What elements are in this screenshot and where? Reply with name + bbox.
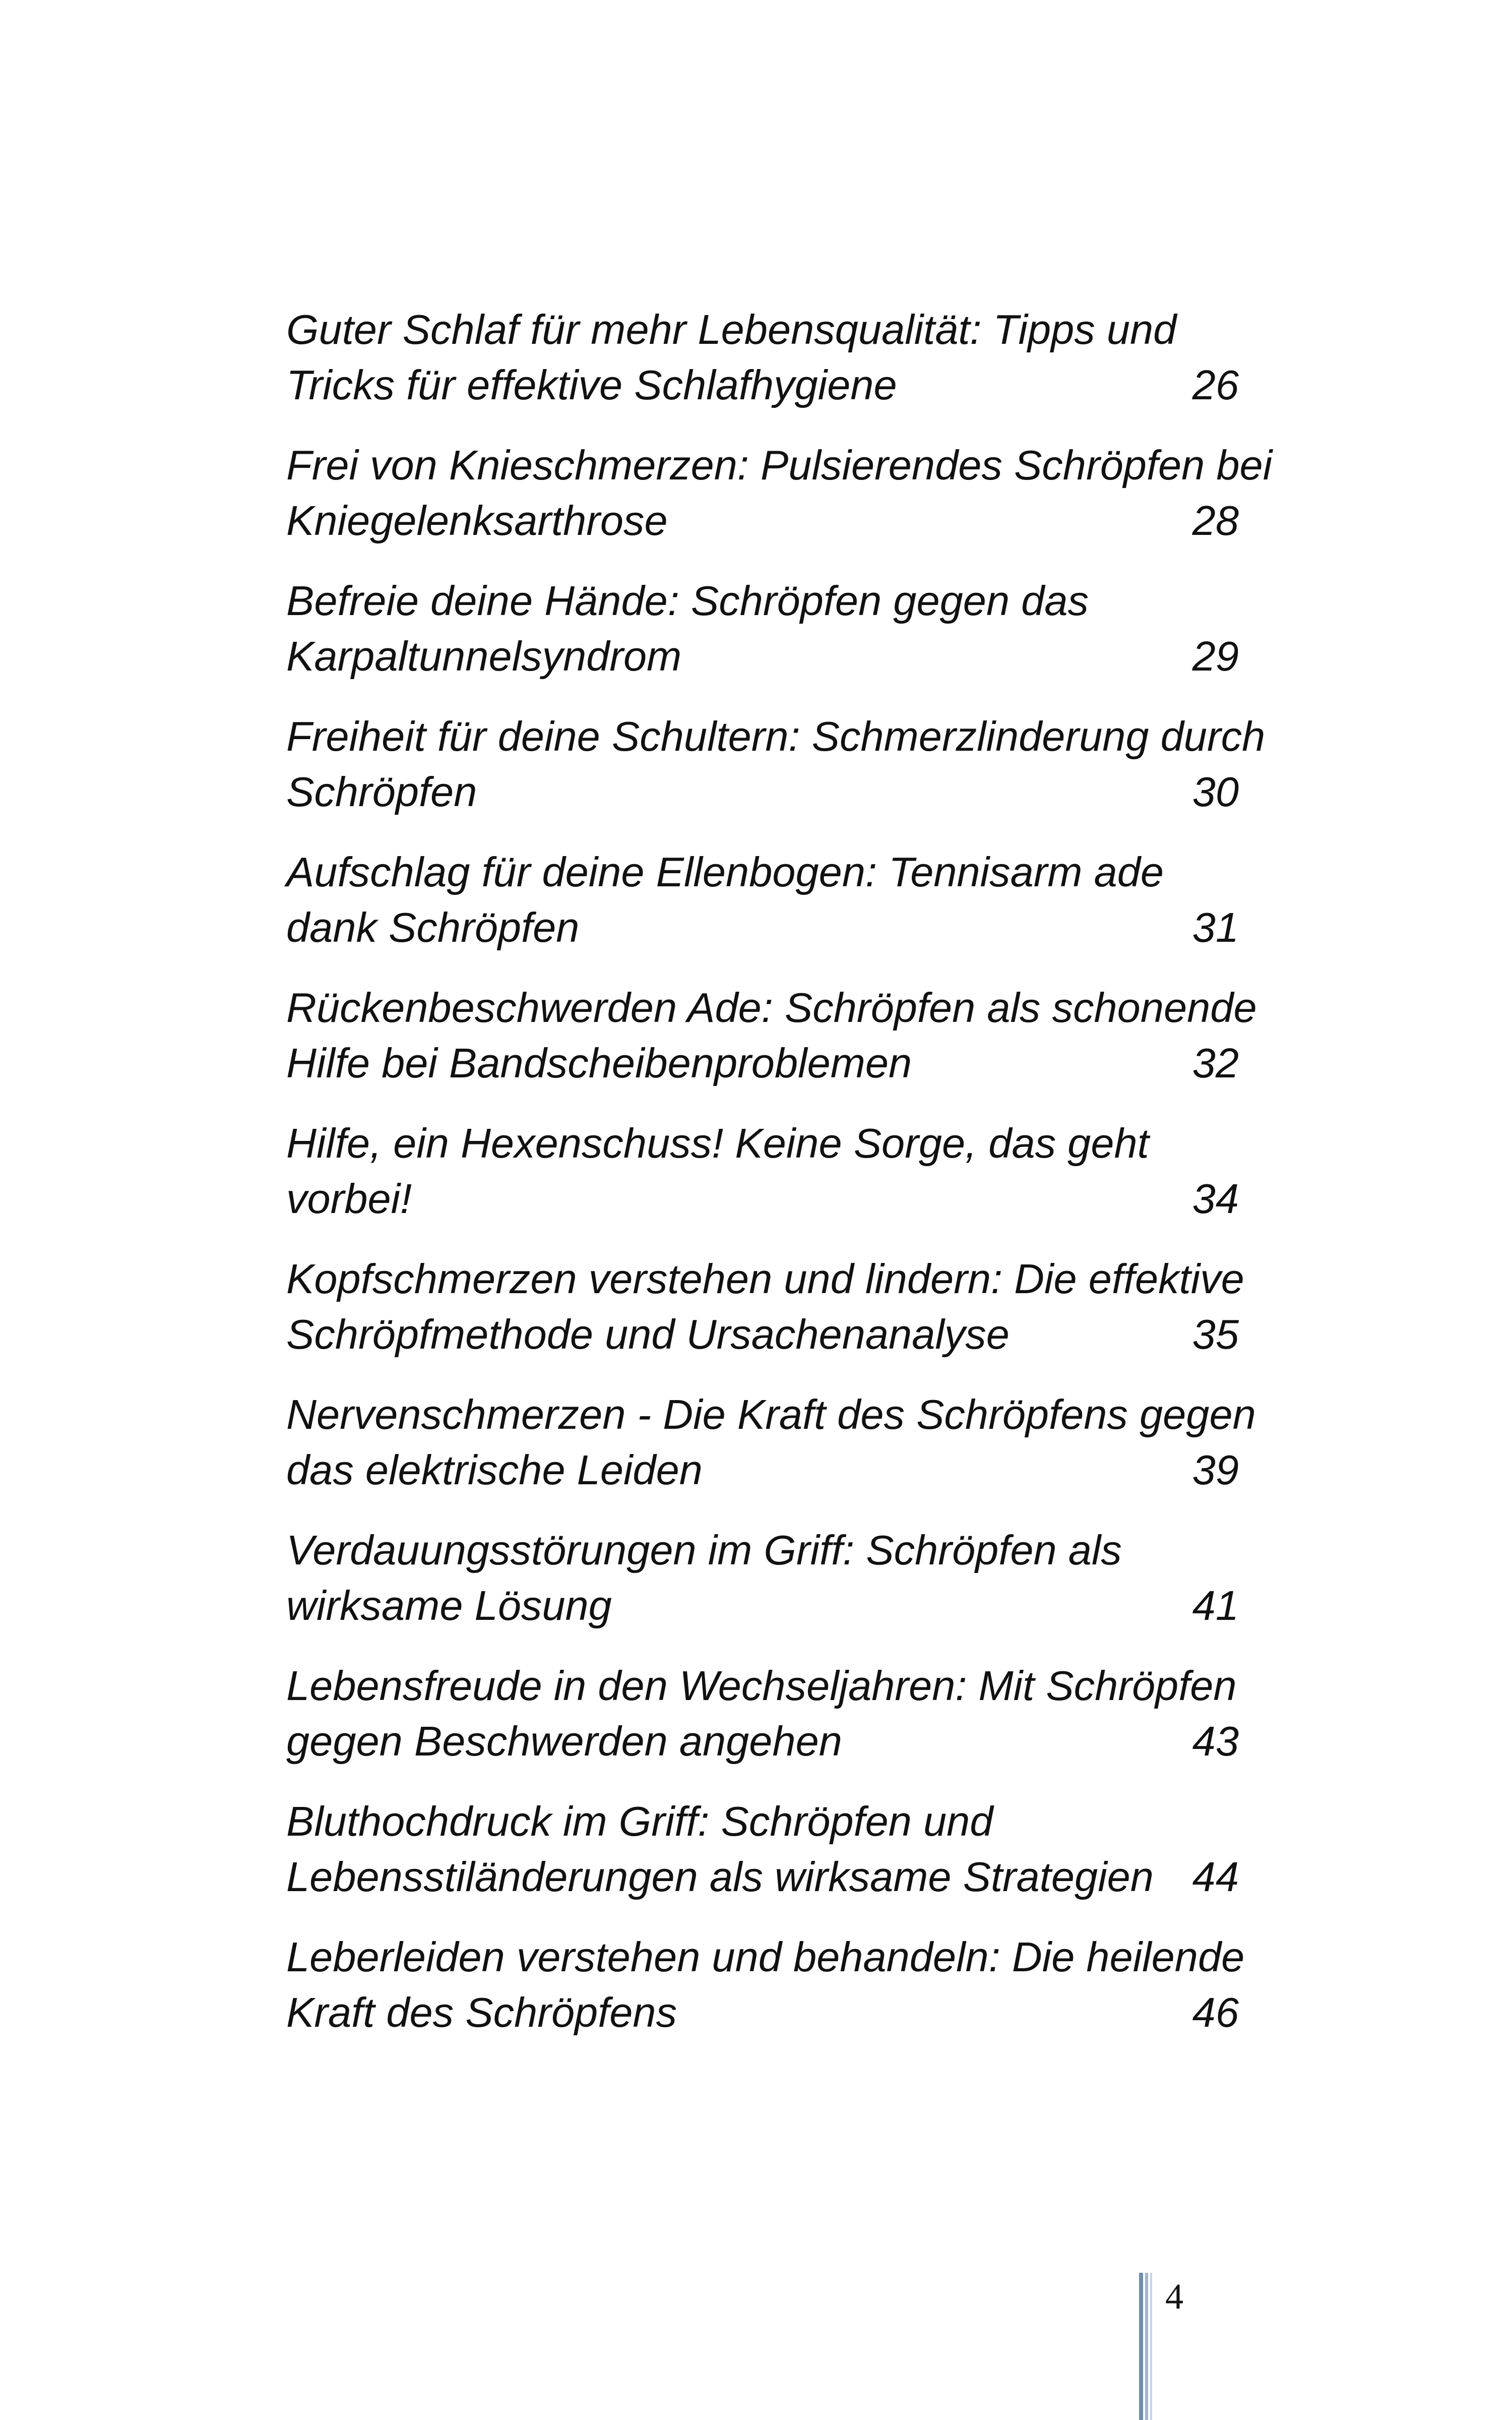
toc-entry-title-line2: Schröpfen [286, 768, 477, 815]
toc-entry-title-line2: Lebensstiländerungen als wirksame Strategien [286, 1853, 1154, 1900]
toc-entry-page-number: 35 [1192, 1311, 1239, 1358]
toc-entry-title-line2: Kraft des Schröpfens [286, 1989, 677, 2036]
toc-entry[interactable] [286, 438, 1273, 574]
toc-entry-title-line2: Kniegelenksarthrose [286, 497, 668, 544]
toc-entry-page-number: 29 [1192, 633, 1239, 680]
toc-entry[interactable] [286, 1116, 1239, 1252]
toc-entry-title-line1: Frei von Knieschmerzen: Pulsierendes Schröpfen bei [286, 442, 1273, 489]
toc-entry-title-line2: wirksame Lösung [286, 1582, 612, 1629]
toc-entry-title-line1: Lebensfreude in den Wechseljahren: Mit Schröpfen [286, 1662, 1237, 1709]
toc-entry-title-line1: Leberleiden verstehen und behandeln: Die heilende [286, 1933, 1245, 1980]
toc-entry[interactable] [286, 1523, 1239, 1659]
toc-entry-title-line1: Verdauungsstörungen im Griff: Schröpfen als [286, 1527, 1122, 1574]
toc-entry-title-line2: Tricks für effektive Schlafhygiene [286, 361, 897, 408]
toc-entry-title-line1: Befreie deine Hände: Schröpfen gegen das [286, 577, 1089, 624]
footer-accent-bar [1150, 2273, 1152, 2420]
toc-entry-title-line2: dank Schröpfen [286, 904, 580, 951]
toc-entry[interactable] [286, 981, 1257, 1116]
toc-entry[interactable] [286, 845, 1239, 981]
toc-entry-page-number: 46 [1192, 1989, 1239, 2036]
toc-entry-title-line1: Freiheit für deine Schultern: Schmerzlinderung durch [286, 713, 1266, 760]
toc-entry-title-line1: Nervenschmerzen - Die Kraft des Schröpfens gegen [286, 1391, 1256, 1438]
toc-entry[interactable] [286, 1252, 1244, 1387]
page-number: 4 [1165, 2276, 1183, 2317]
toc-entry-title-line1: Aufschlag für deine Ellenbogen: Tennisarm ade [286, 849, 1164, 895]
toc-entry-page-number: 41 [1192, 1582, 1239, 1629]
toc-entry-title-line1: Hilfe, ein Hexenschuss! Keine Sorge, das geht [286, 1120, 1149, 1167]
toc-entry-page-number: 44 [1192, 1853, 1239, 1900]
table-of-contents [286, 302, 1273, 2066]
toc-entry[interactable] [286, 1659, 1239, 1794]
footer-accent-bar [1139, 2273, 1143, 2420]
toc-entry[interactable] [286, 574, 1239, 709]
toc-entry-title-line2: Karpaltunnelsyndrom [286, 633, 682, 680]
toc-entry-title-line1: Kopfschmerzen verstehen und lindern: Die effektive [286, 1255, 1244, 1302]
toc-entry-page-number: 34 [1192, 1175, 1239, 1222]
toc-entry-page-number: 39 [1192, 1446, 1239, 1493]
toc-entry-title-line2: gegen Beschwerden angehen [286, 1718, 842, 1765]
toc-entry[interactable] [286, 1930, 1245, 2066]
toc-entry-page-number: 31 [1192, 904, 1239, 951]
toc-entry-page-number: 43 [1192, 1718, 1239, 1765]
toc-entry-page-number: 26 [1192, 361, 1239, 408]
toc-entry[interactable] [286, 709, 1266, 845]
toc-entry-title-line1: Guter Schlaf für mehr Lebensqualität: Tipps und [286, 306, 1177, 353]
toc-entry-page-number: 32 [1192, 1040, 1239, 1086]
toc-entry-title-line2: Hilfe bei Bandscheibenproblemen [286, 1040, 912, 1086]
toc-entry-title-line2: vorbei! [286, 1175, 412, 1222]
footer-accent-bars [1139, 2273, 1169, 2420]
toc-entry-page-number: 28 [1192, 497, 1239, 544]
toc-entry-title-line1: Bluthochdruck im Griff: Schröpfen und [286, 1798, 993, 1845]
toc-entry-title-line2: Schröpfmethode und Ursachenanalyse [286, 1311, 1010, 1358]
toc-entry[interactable] [286, 302, 1239, 438]
toc-entry-title-line1: Rückenbeschwerden Ade: Schröpfen als schonende [286, 984, 1257, 1031]
toc-entry-title-line2: das elektrische Leiden [286, 1446, 703, 1493]
toc-entry-page-number: 30 [1192, 768, 1239, 815]
toc-entry[interactable] [286, 1794, 1239, 1930]
footer-accent-bar [1145, 2273, 1148, 2420]
toc-entry[interactable] [286, 1387, 1256, 1523]
